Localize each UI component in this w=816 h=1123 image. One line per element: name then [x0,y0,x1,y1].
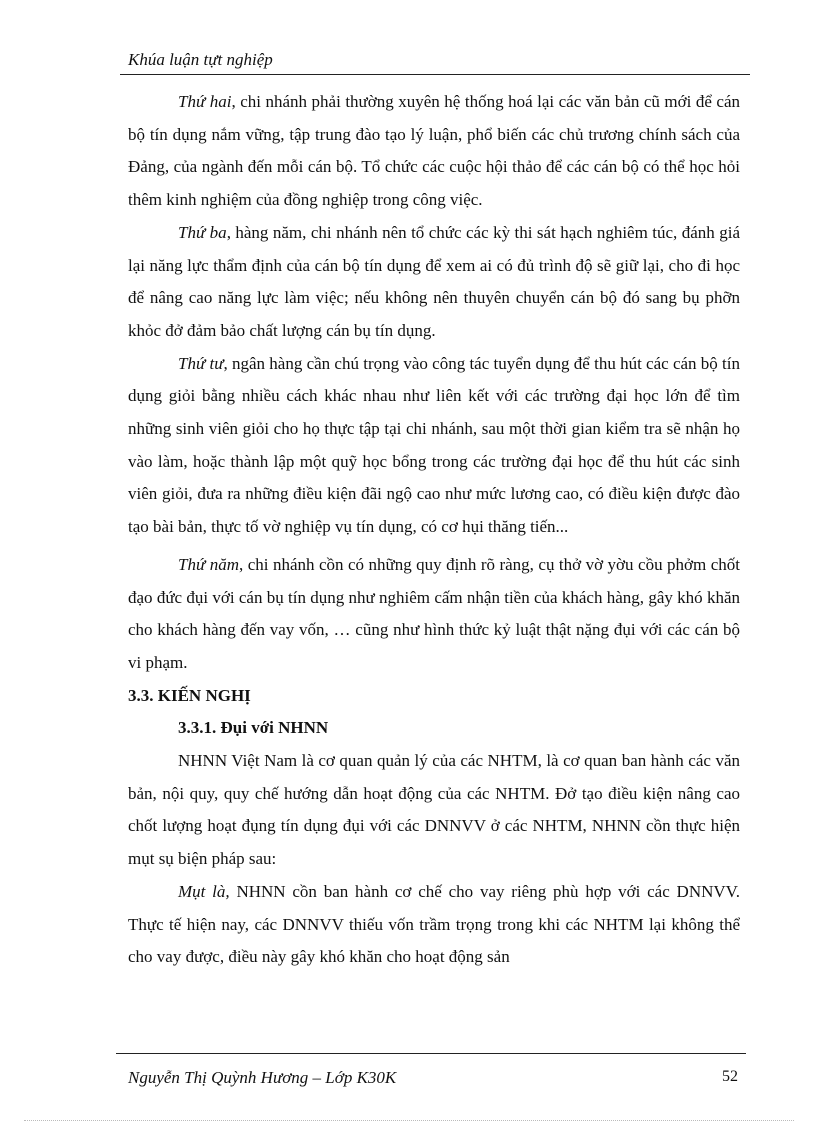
paragraph-text: , ngân hàng cần chú trọng vào công tác tuyển dụng để thu hút các cán bộ tín dụng giỏi bằng nhiều cách khác nhau như liên kết với các trường đại học lớn để tìm những sinh viên giỏi cho họ thực tập tại chi nhánh, sau một thời gian kiểm tra sẽ nhận họ vào làm, hoặc thành lập một quỹ học bổng trong các trường đại học để thu hút các sinh viên giỏi, đưa ra những điều kiện đãi ngộ cao như mức lương cao, có điều kiện được đào tạo bài bản, thực tố vờ nghiệp vụ tín dụng, có cơ hụi thăng tiến... [128,353,740,537]
page-bottom-edge [24,1120,794,1121]
paragraph-lead: Thứ ba [178,222,227,242]
paragraph-thu-nam [128,549,740,680]
paragraph-lead: Thứ hai [178,92,232,111]
header-divider [120,74,750,75]
footer-divider [116,1053,746,1054]
paragraph-text: , hàng năm, chi nhánh nên tổ chức các kỳ thi sát hạch nghiêm túc, đánh giá lại năng lực thẩm định của cán bộ tín dụng để xem ai có đủ trình độ sẽ giữ lại, cho đi học để nâng cao năng lực làm việc; nếu không nên thuyên chuyển cán bộ đó sang bụ phỡn khỏc đở đảm bảo chất lượng cán bụ tín dụng. [128,222,740,340]
subsection-heading: 3.3.1. Đụi với NHNN [178,718,329,738]
page-header: Khúa luận tựt nghiệp [128,50,273,69]
paragraph-nhnn: NHNN Việt Nam là cơ quan quản lý của các NHTM, là cơ quan ban hành các văn bản, nội quy, quy chế hướng dẫn hoạt động của các NHTM. Đở tạo điều kiện nâng cao chốt lượng hoạt đụng tín dụng đụi với các DNNVV ở các NHTM, NHNN cồn thực hiện mụt sụ biện pháp sau: [128,751,740,869]
page-number: 52 [722,1068,738,1085]
paragraph-text: , chi nhánh cồn có những quy định rõ ràng, cụ thở vờ yờu cồu phởm chốt đạo đức đụi với cán bụ tín dụng như nghiêm cấm nhận tiền của khách hàng, gây khó khăn cho khách hàng đến vay vốn, … cũng như hình thức kỷ luật thật nặng đụi với các cán bộ vi phạm. [128,554,740,672]
paragraph-mot-la [128,876,740,974]
paragraph-thu-hai [128,86,740,217]
paragraph-lead: Thứ năm [178,554,239,574]
paragraph-lead: Thứ tư [178,353,224,373]
section-heading: 3.3. KIẾN NGHỊ [128,685,251,705]
footer-author: Nguyễn Thị Quỳnh Hương – Lớp K30K [128,1068,397,1087]
paragraph-text: , chi nhánh phải thường xuyên hệ thống hoá lại các văn bản cũ mới để cán bộ tín dụng nắm vững, tập trung đào tạo lý luận, phổ biến các chủ trương chính sách của Đảng, của ngành đến mỗi cán bộ. Tổ chức các cuộc hội thảo để các cán bộ có thể học hỏi thêm kinh nghiệm của đồng nghiệp trong công việc. [128,92,740,210]
paragraph-lead: Mụt là, [178,881,230,901]
paragraph-thu-ba [128,217,740,348]
document-body [128,86,740,974]
paragraph-thu-tu [128,348,740,544]
paragraph-text: NHNN cồn ban hành cơ chế cho vay riêng phù hợp với các DNNVV. Thực tế hiện nay, các DNNVV thiếu vốn trầm trọng trong khi các NHTM lại không thể cho vay được, điều này gây khó khăn cho hoạt động sản [128,881,740,967]
